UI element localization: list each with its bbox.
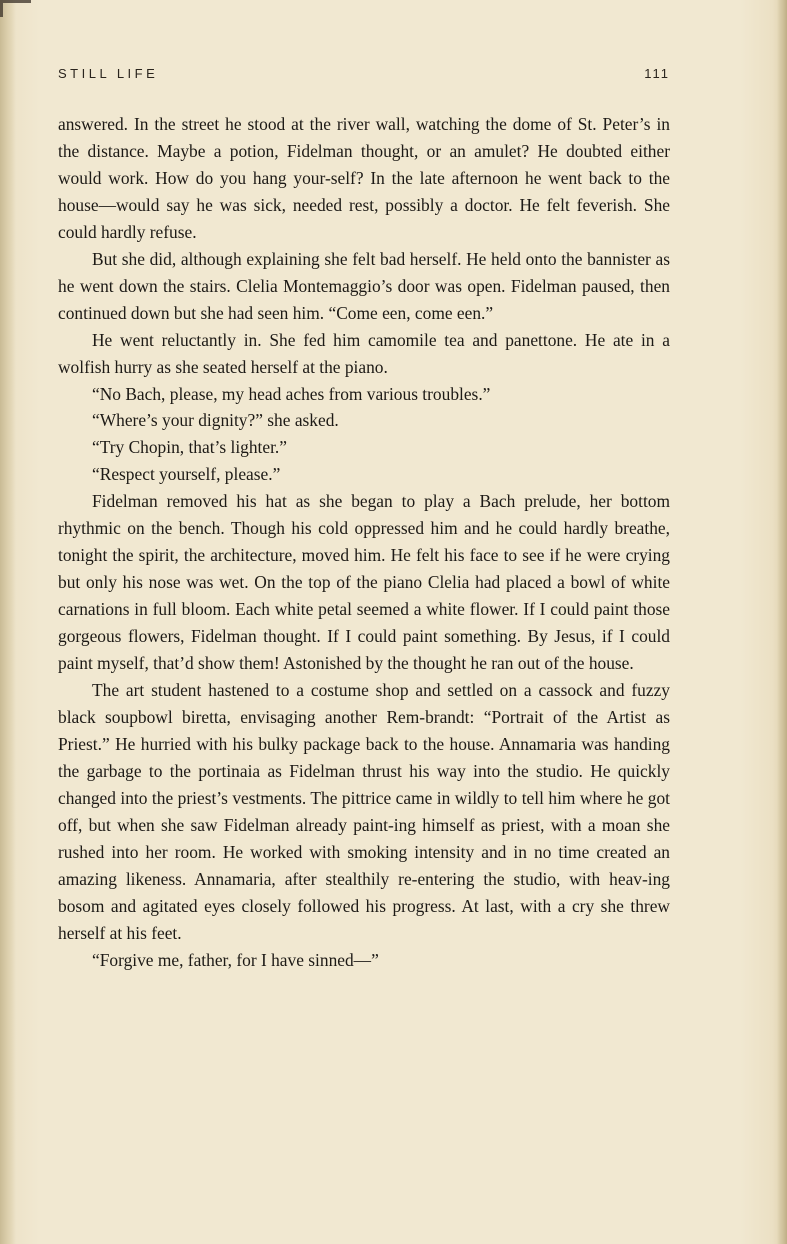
dialogue-line: “Try Chopin, that’s lighter.” — [92, 437, 287, 458]
body-text — [58, 111, 670, 974]
page-number: 111 — [644, 66, 670, 81]
running-head-title: STILL LIFE — [58, 66, 159, 81]
dialogue-line: “Where’s your dignity?” she asked. — [92, 410, 339, 431]
running-head — [58, 66, 670, 86]
paragraph: He went reluctantly in. She fed him camomile tea and panettone. He ate in a wolfish hurry as she seated herself at the piano. — [58, 329, 670, 377]
corner-crop-mark — [0, 0, 31, 17]
paragraph: But she did, although explaining she felt bad herself. He held onto the bannister as he went down the stairs. Clelia Montemaggio’s door was open. Fidelman paused, then continued down but she had seen him. “Come een, come een.” — [58, 248, 670, 323]
paragraph: The art student hastened to a costume shop and settled on a cassock and fuzzy black soupbowl biretta, envisaging another Rem-brandt: “Portrait of the Artist as Priest.” He hurried with his bulky package back to the house. Annamaria was handing the garbage to the portinaia as Fidelman thrust his way into the studio. He quickly changed into the priest’s vestments. The pittrice came in wildly to tell him where he got off, but when she saw Fidelman already paint-ing himself as priest, with a moan she rushed into her room. He worked with smoking intensity and in no time created an amazing likeness. Annamaria, after stealthily re-entering the studio, with heav-ing bosom and agitated eyes closely followed his progress. At last, with a cry she threw herself at his feet. — [58, 680, 670, 943]
binding-gutter-shadow — [0, 0, 16, 1244]
paragraph: Fidelman removed his hat as she began to play a Bach prelude, her bottom rhythmic on the bench. Though his cold oppressed him and he could hardly breathe, tonight the spirit, the architecture, moved him. He felt his face to see if he were crying but only his nose was wet. On the top of the piano Clelia had placed a bowl of white carnations in full bloom. Each white petal seemed a white flower. If I could paint those gorgeous flowers, Fidelman thought. If I could paint something. By Jesus, if I could paint myself, that’d show them! Astonished by the thought he ran out of the house. — [58, 491, 670, 674]
dialogue-line: “Forgive me, father, for I have sinned—” — [92, 949, 379, 970]
dialogue-line: “No Bach, please, my head aches from various troubles.” — [92, 383, 491, 404]
paragraph: answered. In the street he stood at the river wall, watching the dome of St. Peter’s in the distance. Maybe a potion, Fidelman thought, or an amulet? He doubted either would work. How do you hang your-self? In the late afternoon he went back to the house—would say he was sick, needed rest, possibly a doctor. He felt feverish. She could hardly refuse. — [58, 114, 670, 242]
page-edge-shadow — [777, 0, 787, 1244]
dialogue-line: “Respect yourself, please.” — [92, 464, 281, 485]
